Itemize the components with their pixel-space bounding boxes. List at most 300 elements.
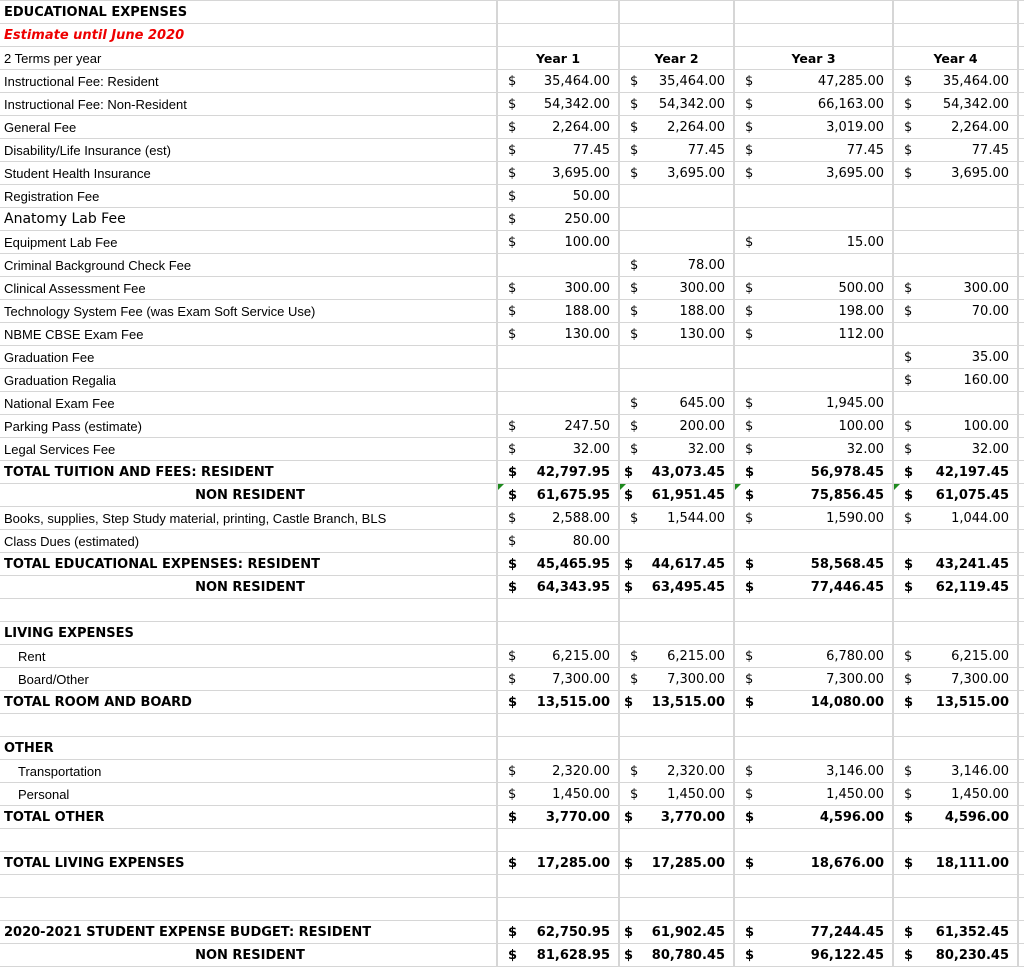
row-label-cell[interactable] [0, 875, 497, 898]
year-1-cell[interactable] [497, 829, 619, 852]
year-3-cell[interactable] [734, 852, 893, 875]
year-2-cell[interactable] [619, 944, 734, 967]
year-4-cell[interactable] [893, 300, 1018, 323]
empty-cell[interactable] [1018, 369, 1024, 392]
row-label-cell[interactable]: NON RESIDENT [0, 484, 497, 507]
year-1-cell[interactable] [497, 484, 619, 507]
currency-symbol: $ [630, 763, 639, 779]
currency-value [735, 695, 892, 710]
year-3-cell[interactable] [734, 668, 893, 691]
currency-value [735, 787, 892, 802]
table-row [0, 461, 1024, 484]
currency-symbol: $ [745, 395, 754, 411]
currency-value [498, 810, 618, 825]
empty-cell[interactable] [1018, 231, 1024, 254]
year-4-cell[interactable] [893, 783, 1018, 806]
year-1-cell[interactable] [497, 714, 619, 737]
year-3-cell[interactable] [734, 737, 893, 760]
year-4-cell[interactable] [893, 530, 1018, 553]
empty-cell[interactable] [1018, 645, 1024, 668]
empty-cell[interactable] [1018, 737, 1024, 760]
year-1-cell[interactable] [497, 415, 619, 438]
year-2-cell[interactable] [619, 760, 734, 783]
empty-cell[interactable] [1018, 760, 1024, 783]
year-2-cell[interactable] [619, 691, 734, 714]
year-3-cell[interactable] [734, 277, 893, 300]
year-2-cell[interactable] [619, 47, 734, 70]
empty-cell[interactable] [1018, 829, 1024, 852]
year-2-cell[interactable] [619, 576, 734, 599]
year-1-cell[interactable] [497, 162, 619, 185]
year-4-cell[interactable] [893, 323, 1018, 346]
year-4-cell[interactable] [893, 760, 1018, 783]
row-label-cell[interactable]: Transportation [0, 760, 497, 783]
year-4-cell[interactable] [893, 737, 1018, 760]
year-4-cell[interactable] [893, 484, 1018, 507]
empty-cell[interactable] [1018, 599, 1024, 622]
year-4-cell[interactable] [893, 277, 1018, 300]
year-1-cell[interactable] [497, 921, 619, 944]
row-label-cell[interactable]: Instructional Fee: Resident [0, 70, 497, 93]
empty-cell[interactable] [1018, 714, 1024, 737]
year-2-cell[interactable] [619, 599, 734, 622]
year-4-cell[interactable] [893, 369, 1018, 392]
year-2-cell[interactable] [619, 438, 734, 461]
empty-cell[interactable] [1018, 162, 1024, 185]
currency-symbol: $ [630, 303, 639, 319]
currency-symbol: $ [745, 464, 755, 480]
year-4-cell[interactable] [893, 599, 1018, 622]
year-4-cell[interactable] [893, 875, 1018, 898]
year-3-cell[interactable] [734, 783, 893, 806]
empty-cell[interactable] [1018, 277, 1024, 300]
currency-value [894, 649, 1017, 664]
year-3-cell[interactable] [734, 829, 893, 852]
year-2-cell[interactable] [619, 323, 734, 346]
year-1-cell[interactable] [497, 898, 619, 921]
year-1-cell[interactable] [497, 231, 619, 254]
year-2-cell[interactable] [619, 921, 734, 944]
row-label-cell[interactable]: Anatomy Lab Fee [0, 208, 497, 231]
year-2-cell[interactable] [619, 484, 734, 507]
error-indicator-icon [620, 484, 626, 490]
year-4-cell[interactable] [893, 645, 1018, 668]
table-row [0, 323, 1024, 346]
year-3-cell[interactable] [734, 530, 893, 553]
year-3-cell[interactable] [734, 691, 893, 714]
currency-value [620, 419, 733, 434]
year-4-cell[interactable] [893, 116, 1018, 139]
currency-value [735, 672, 892, 687]
year-3-cell[interactable] [734, 576, 893, 599]
row-label-cell[interactable]: EDUCATIONAL EXPENSES [0, 1, 497, 24]
empty-cell[interactable] [1018, 553, 1024, 576]
currency-symbol: $ [904, 418, 913, 434]
row-label-cell[interactable]: TOTAL TUITION AND FEES: RESIDENT [0, 461, 497, 484]
year-4-cell[interactable] [893, 898, 1018, 921]
year-3-cell[interactable] [734, 93, 893, 116]
currency-value [498, 304, 618, 319]
amount: 66,163.00 [817, 96, 884, 112]
year-1-cell[interactable] [497, 254, 619, 277]
year-1-cell[interactable] [497, 139, 619, 162]
empty-cell[interactable] [1018, 898, 1024, 921]
year-3-cell[interactable] [734, 70, 893, 93]
currency-value [735, 143, 892, 158]
currency-symbol: $ [904, 464, 914, 480]
year-3-cell[interactable] [734, 898, 893, 921]
year-3-cell[interactable] [734, 622, 893, 645]
empty-cell[interactable] [1018, 852, 1024, 875]
row-label-cell[interactable]: Equipment Lab Fee [0, 231, 497, 254]
amount: 6,780.00 [826, 648, 884, 664]
year-1-cell[interactable] [497, 668, 619, 691]
year-2-cell[interactable] [619, 668, 734, 691]
empty-cell[interactable] [1018, 208, 1024, 231]
year-2-cell[interactable] [619, 783, 734, 806]
empty-cell[interactable] [1018, 24, 1024, 47]
year-2-cell[interactable] [619, 231, 734, 254]
currency-value [620, 695, 733, 710]
year-4-cell[interactable] [893, 668, 1018, 691]
year-3-cell[interactable] [734, 760, 893, 783]
year-1-cell[interactable] [497, 1, 619, 24]
year-3-cell[interactable] [734, 714, 893, 737]
year-4-cell[interactable] [893, 507, 1018, 530]
year-3-cell[interactable] [734, 507, 893, 530]
year-2-cell[interactable] [619, 139, 734, 162]
row-label-cell[interactable] [0, 829, 497, 852]
currency-symbol: $ [624, 924, 634, 940]
year-3-cell[interactable] [734, 944, 893, 967]
year-4-cell[interactable] [893, 415, 1018, 438]
row-label-cell[interactable]: 2020-2021 STUDENT EXPENSE BUDGET: RESIDENT [0, 921, 497, 944]
year-4-cell[interactable] [893, 714, 1018, 737]
empty-cell[interactable] [1018, 461, 1024, 484]
year-4-cell[interactable] [893, 162, 1018, 185]
year-1-cell[interactable] [497, 806, 619, 829]
year-3-cell[interactable] [734, 806, 893, 829]
row-label-cell[interactable]: NON RESIDENT [0, 576, 497, 599]
currency-value [894, 419, 1017, 434]
currency-value [620, 304, 733, 319]
empty-cell[interactable] [1018, 1, 1024, 24]
year-3-cell[interactable] [734, 875, 893, 898]
year-1-cell[interactable] [497, 24, 619, 47]
year-4-cell[interactable] [893, 921, 1018, 944]
row-label-cell[interactable]: Books, supplies, Step Study material, printing, Castle Branch, BLS [0, 507, 497, 530]
currency-symbol: $ [904, 786, 913, 802]
year-1-cell[interactable] [497, 47, 619, 70]
empty-cell[interactable] [1018, 484, 1024, 507]
year-2-cell[interactable] [619, 208, 734, 231]
row-label-cell[interactable] [0, 714, 497, 737]
empty-cell[interactable] [1018, 691, 1024, 714]
year-2-cell[interactable] [619, 530, 734, 553]
currency-value [498, 511, 618, 526]
year-4-cell[interactable] [893, 691, 1018, 714]
row-label-cell[interactable]: Clinical Assessment Fee [0, 277, 497, 300]
year-3-cell[interactable] [734, 1, 893, 24]
row-label-cell[interactable]: OTHER [0, 737, 497, 760]
row-label-cell[interactable]: Board/Other [0, 668, 497, 691]
year-4-cell[interactable] [893, 392, 1018, 415]
year-3-cell[interactable] [734, 392, 893, 415]
empty-cell[interactable] [1018, 254, 1024, 277]
year-2-cell[interactable] [619, 162, 734, 185]
currency-value [894, 373, 1017, 388]
row-label-cell[interactable]: Instructional Fee: Non-Resident [0, 93, 497, 116]
year-2-cell[interactable] [619, 392, 734, 415]
empty-cell[interactable] [1018, 139, 1024, 162]
year-1-cell[interactable] [497, 346, 619, 369]
year-2-cell[interactable] [619, 70, 734, 93]
year-4-cell[interactable] [893, 461, 1018, 484]
year-1-cell[interactable] [497, 599, 619, 622]
row-label-cell[interactable]: TOTAL LIVING EXPENSES [0, 852, 497, 875]
row-label-cell[interactable]: Legal Services Fee [0, 438, 497, 461]
year-3-cell[interactable] [734, 116, 893, 139]
year-1-cell[interactable] [497, 691, 619, 714]
year-4-cell[interactable] [893, 254, 1018, 277]
year-2-cell[interactable] [619, 300, 734, 323]
row-label-cell[interactable]: General Fee [0, 116, 497, 139]
year-2-cell[interactable] [619, 1, 734, 24]
year-2-cell[interactable] [619, 254, 734, 277]
year-4-cell[interactable] [893, 1, 1018, 24]
year-4-cell[interactable] [893, 70, 1018, 93]
row-label-cell[interactable]: National Exam Fee [0, 392, 497, 415]
row-label-cell[interactable]: Disability/Life Insurance (est) [0, 139, 497, 162]
year-1-cell[interactable] [497, 323, 619, 346]
year-3-cell[interactable] [734, 162, 893, 185]
year-3-cell[interactable] [734, 461, 893, 484]
year-3-cell[interactable] [734, 369, 893, 392]
row-label-cell[interactable]: Rent [0, 645, 497, 668]
year-2-cell[interactable] [619, 185, 734, 208]
currency-symbol: $ [508, 96, 517, 112]
row-label-cell[interactable]: Graduation Regalia [0, 369, 497, 392]
empty-cell[interactable] [1018, 116, 1024, 139]
amount: 7,300.00 [951, 671, 1009, 687]
year-4-cell[interactable] [893, 47, 1018, 70]
year-4-cell[interactable] [893, 829, 1018, 852]
year-4-cell[interactable] [893, 93, 1018, 116]
year-4-cell[interactable] [893, 553, 1018, 576]
empty-cell[interactable] [1018, 185, 1024, 208]
year-3-cell[interactable] [734, 415, 893, 438]
year-1-cell[interactable] [497, 875, 619, 898]
year-4-cell[interactable] [893, 185, 1018, 208]
row-label-cell[interactable]: NBME CBSE Exam Fee [0, 323, 497, 346]
year-2-cell[interactable] [619, 93, 734, 116]
row-label-cell[interactable]: Criminal Background Check Fee [0, 254, 497, 277]
year-2-cell[interactable] [619, 461, 734, 484]
year-2-cell[interactable] [619, 116, 734, 139]
year-3-cell[interactable] [734, 24, 893, 47]
empty-cell[interactable] [1018, 530, 1024, 553]
year-1-cell[interactable] [497, 185, 619, 208]
currency-value [620, 649, 733, 664]
year-1-cell[interactable] [497, 93, 619, 116]
year-2-cell[interactable] [619, 553, 734, 576]
year-2-cell[interactable] [619, 806, 734, 829]
year-3-cell[interactable] [734, 346, 893, 369]
row-label-cell[interactable]: Technology System Fee (was Exam Soft Service Use) [0, 300, 497, 323]
year-1-cell[interactable] [497, 277, 619, 300]
empty-cell[interactable] [1018, 806, 1024, 829]
year-1-cell[interactable] [497, 461, 619, 484]
year-4-cell[interactable] [893, 852, 1018, 875]
year-1-cell[interactable] [497, 507, 619, 530]
year-2-cell[interactable] [619, 415, 734, 438]
year-4-cell[interactable] [893, 806, 1018, 829]
row-label-cell[interactable]: Personal [0, 783, 497, 806]
empty-cell[interactable] [1018, 346, 1024, 369]
year-4-cell[interactable] [893, 208, 1018, 231]
year-1-cell[interactable] [497, 553, 619, 576]
year-1-cell[interactable] [497, 783, 619, 806]
year-1-cell[interactable] [497, 760, 619, 783]
year-1-cell[interactable] [497, 622, 619, 645]
empty-cell[interactable] [1018, 668, 1024, 691]
row-label-cell[interactable]: Class Dues (estimated) [0, 530, 497, 553]
empty-cell[interactable] [1018, 507, 1024, 530]
year-4-cell[interactable] [893, 346, 1018, 369]
empty-cell[interactable] [1018, 783, 1024, 806]
year-3-cell[interactable] [734, 323, 893, 346]
year-4-cell[interactable] [893, 438, 1018, 461]
year-3-cell[interactable] [734, 599, 893, 622]
amount: 13,515.00 [935, 694, 1009, 710]
table-row [0, 208, 1024, 231]
year-3-cell[interactable] [734, 254, 893, 277]
year-3-cell[interactable] [734, 484, 893, 507]
currency-symbol: $ [745, 280, 754, 296]
year-3-cell[interactable] [734, 139, 893, 162]
year-2-cell[interactable] [619, 277, 734, 300]
year-2-cell[interactable] [619, 875, 734, 898]
year-1-cell[interactable] [497, 530, 619, 553]
currency-symbol: $ [624, 855, 634, 871]
empty-cell[interactable] [1018, 93, 1024, 116]
row-label-cell[interactable]: 2 Terms per year [0, 47, 497, 70]
year-4-cell[interactable] [893, 24, 1018, 47]
year-1-cell[interactable] [497, 944, 619, 967]
year-1-cell[interactable] [497, 70, 619, 93]
year-3-cell[interactable] [734, 47, 893, 70]
year-1-cell[interactable] [497, 116, 619, 139]
year-4-cell[interactable] [893, 231, 1018, 254]
empty-cell[interactable] [1018, 622, 1024, 645]
table-row [0, 553, 1024, 576]
year-2-cell[interactable] [619, 737, 734, 760]
year-2-cell[interactable] [619, 714, 734, 737]
year-2-cell[interactable] [619, 622, 734, 645]
row-label-cell[interactable]: TOTAL EDUCATIONAL EXPENSES: RESIDENT [0, 553, 497, 576]
empty-cell[interactable] [1018, 300, 1024, 323]
currency-value [498, 787, 618, 802]
row-label-cell[interactable] [0, 898, 497, 921]
row-label-cell[interactable]: NON RESIDENT [0, 944, 497, 967]
year-2-cell[interactable] [619, 829, 734, 852]
currency-value [894, 787, 1017, 802]
currency-value [894, 764, 1017, 779]
amount: 1,590.00 [826, 510, 884, 526]
year-4-cell[interactable] [893, 944, 1018, 967]
year-4-cell[interactable] [893, 622, 1018, 645]
row-label-cell[interactable]: Parking Pass (estimate) [0, 415, 497, 438]
empty-cell[interactable] [1018, 415, 1024, 438]
year-1-cell[interactable] [497, 576, 619, 599]
row-label-cell[interactable]: Student Health Insurance [0, 162, 497, 185]
year-4-cell[interactable] [893, 576, 1018, 599]
year-1-cell[interactable] [497, 369, 619, 392]
year-3-cell[interactable] [734, 921, 893, 944]
amount: 2,264.00 [552, 119, 610, 135]
year-2-cell[interactable] [619, 346, 734, 369]
currency-symbol: $ [630, 510, 639, 526]
year-3-cell[interactable] [734, 645, 893, 668]
year-1-cell[interactable] [497, 852, 619, 875]
year-4-cell[interactable] [893, 139, 1018, 162]
table-row [0, 231, 1024, 254]
empty-cell[interactable] [1018, 576, 1024, 599]
year-1-cell[interactable] [497, 208, 619, 231]
year-3-cell[interactable] [734, 553, 893, 576]
empty-cell[interactable] [1018, 921, 1024, 944]
year-1-cell[interactable] [497, 645, 619, 668]
row-label-cell[interactable]: Estimate until June 2020 [0, 24, 497, 47]
row-label-cell[interactable] [0, 599, 497, 622]
year-1-cell[interactable] [497, 737, 619, 760]
empty-cell[interactable] [1018, 875, 1024, 898]
currency-symbol: $ [508, 464, 518, 480]
year-2-cell[interactable] [619, 24, 734, 47]
year-2-cell[interactable] [619, 898, 734, 921]
year-1-cell[interactable] [497, 438, 619, 461]
year-2-cell[interactable] [619, 507, 734, 530]
row-label-cell[interactable]: TOTAL ROOM AND BOARD [0, 691, 497, 714]
table-row [0, 921, 1024, 944]
empty-cell[interactable] [1018, 438, 1024, 461]
currency-value [735, 580, 892, 595]
empty-cell[interactable] [1018, 70, 1024, 93]
empty-cell[interactable] [1018, 392, 1024, 415]
year-1-cell[interactable] [497, 300, 619, 323]
row-label-cell[interactable]: Graduation Fee [0, 346, 497, 369]
year-3-cell[interactable] [734, 300, 893, 323]
row-label-cell[interactable]: LIVING EXPENSES [0, 622, 497, 645]
empty-cell[interactable] [1018, 47, 1024, 70]
year-3-cell[interactable] [734, 231, 893, 254]
currency-value [498, 419, 618, 434]
empty-cell[interactable] [1018, 944, 1024, 967]
year-1-cell[interactable] [497, 392, 619, 415]
amount: 54,342.00 [543, 96, 610, 112]
currency-value [735, 948, 892, 963]
row-label-cell[interactable]: Registration Fee [0, 185, 497, 208]
year-3-cell[interactable] [734, 208, 893, 231]
row-label-cell[interactable]: TOTAL OTHER [0, 806, 497, 829]
year-2-cell[interactable] [619, 852, 734, 875]
year-2-cell[interactable] [619, 645, 734, 668]
amount: 35.00 [971, 349, 1009, 365]
empty-cell[interactable] [1018, 323, 1024, 346]
year-3-cell[interactable] [734, 185, 893, 208]
year-3-cell[interactable] [734, 438, 893, 461]
year-2-cell[interactable] [619, 369, 734, 392]
